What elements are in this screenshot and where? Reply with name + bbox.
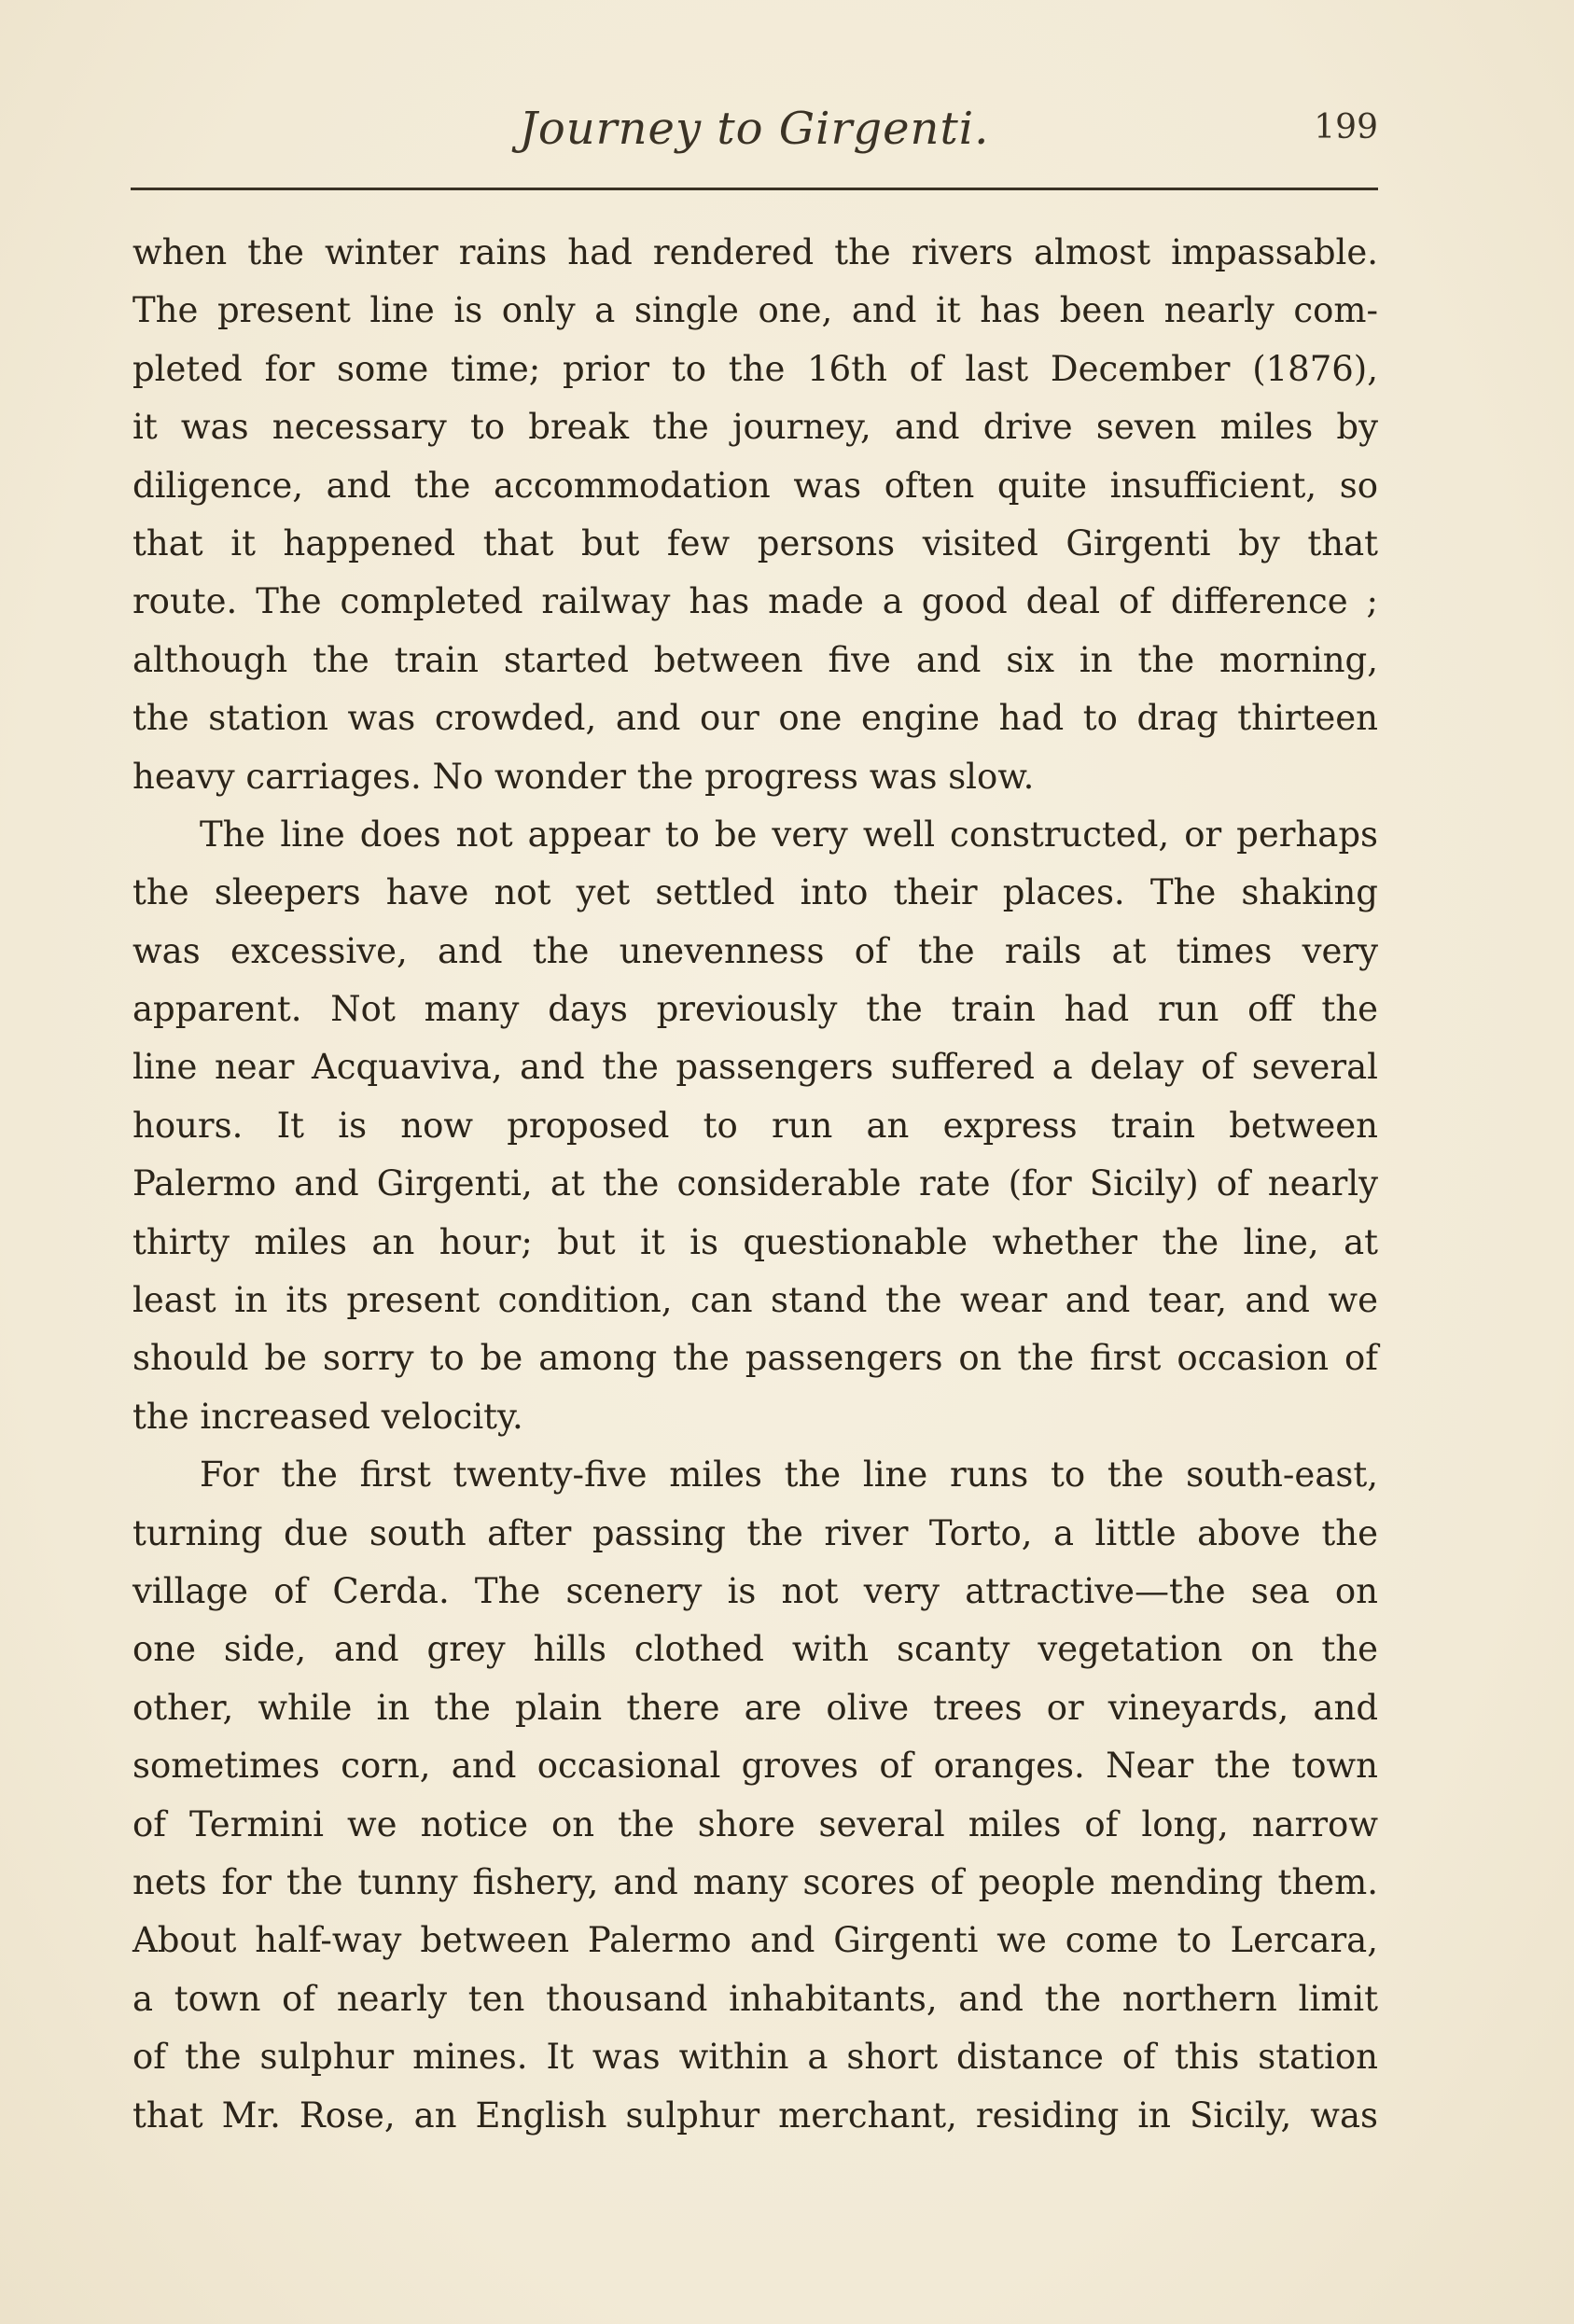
text-line: route. The completed railway has made a good deal of difference ; [132, 581, 1378, 622]
header-rule [131, 188, 1378, 190]
text-line: The line does not appear to be very well constructed, or perhaps [200, 814, 1378, 855]
body-text [132, 224, 1378, 2145]
text-line: pleted for some time; prior to the 16th of last December (1876), [132, 348, 1378, 389]
text-line: a town of nearly ten thousand inhabitants, and the northern limit [132, 1978, 1378, 2019]
text-line: it was necessary to break the journey, and drive seven miles by [132, 407, 1378, 448]
text-line: Palermo and Girgenti, at the considerable rate (for Sicily) of nearly [132, 1163, 1378, 1204]
text-line: sometimes corn, and occasional groves of oranges. Near the town [132, 1746, 1378, 1787]
text-line: apparent. Not many days previously the train had run off the [132, 989, 1378, 1030]
text-line: the station was crowded, and our one engine had to drag thirteen [132, 698, 1378, 739]
text-line: village of Cerda. The scenery is not very attractive—the sea on [132, 1570, 1378, 1611]
text-line: hours. It is now proposed to run an express train between [132, 1105, 1378, 1146]
text-line: heavy carriages. No wonder the progress was slow. [132, 756, 1035, 797]
text-line: other, while in the plain there are olive trees or vineyards, and [132, 1687, 1378, 1728]
text-line: turning due south after passing the river Torto, a little above the [132, 1512, 1378, 1553]
text-line: of Termini we notice on the shore several miles of long, narrow [132, 1803, 1378, 1844]
text-line: least in its present condition, can stand the wear and tear, and we [132, 1280, 1378, 1321]
text-line: one side, and grey hills clothed with scanty vegetation on the [132, 1629, 1378, 1670]
text-line: when the winter rains had rendered the rivers almost impassable. [132, 232, 1378, 272]
text-line: About half-way between Palermo and Girgenti we come to Lercara, [132, 1920, 1378, 1961]
text-line: that Mr. Rose, an English sulphur merchant, residing in Sicily, was [132, 2094, 1378, 2136]
text-line: diligence, and the accommodation was often quite insufficient, so [132, 465, 1378, 506]
page-number: 199 [1314, 108, 1378, 146]
text-line: thirty miles an hour; but it is questionable whether the line, at [132, 1221, 1378, 1262]
text-line: that it happened that but few persons visited Girgenti by that [132, 522, 1378, 564]
text-line: For the first twenty-five miles the line runs to the south-east, [200, 1454, 1378, 1496]
text-line: should be sorry to be among the passengers on the first occasion of [132, 1338, 1378, 1379]
running-title: Journey to Girgenti. [519, 103, 990, 155]
text-line: the sleepers have not yet settled into their places. The shaking [132, 872, 1378, 913]
text-line: line near Acquaviva, and the passengers suffered a delay of several [132, 1047, 1378, 1088]
text-line: of the sulphur mines. It was within a short distance of this station [132, 2037, 1378, 2078]
text-line: although the train started between five and six in the morning, [132, 639, 1378, 680]
text-line: nets for the tunny fishery, and many scores of people mending them. [132, 1861, 1378, 1902]
text-line: was excessive, and the unevenness of the rails at times very [132, 930, 1378, 971]
text-line: the increased velocity. [132, 1396, 523, 1437]
page-header [131, 103, 1378, 159]
text-line: The present line is only a single one, and it has been nearly com- [132, 290, 1378, 331]
